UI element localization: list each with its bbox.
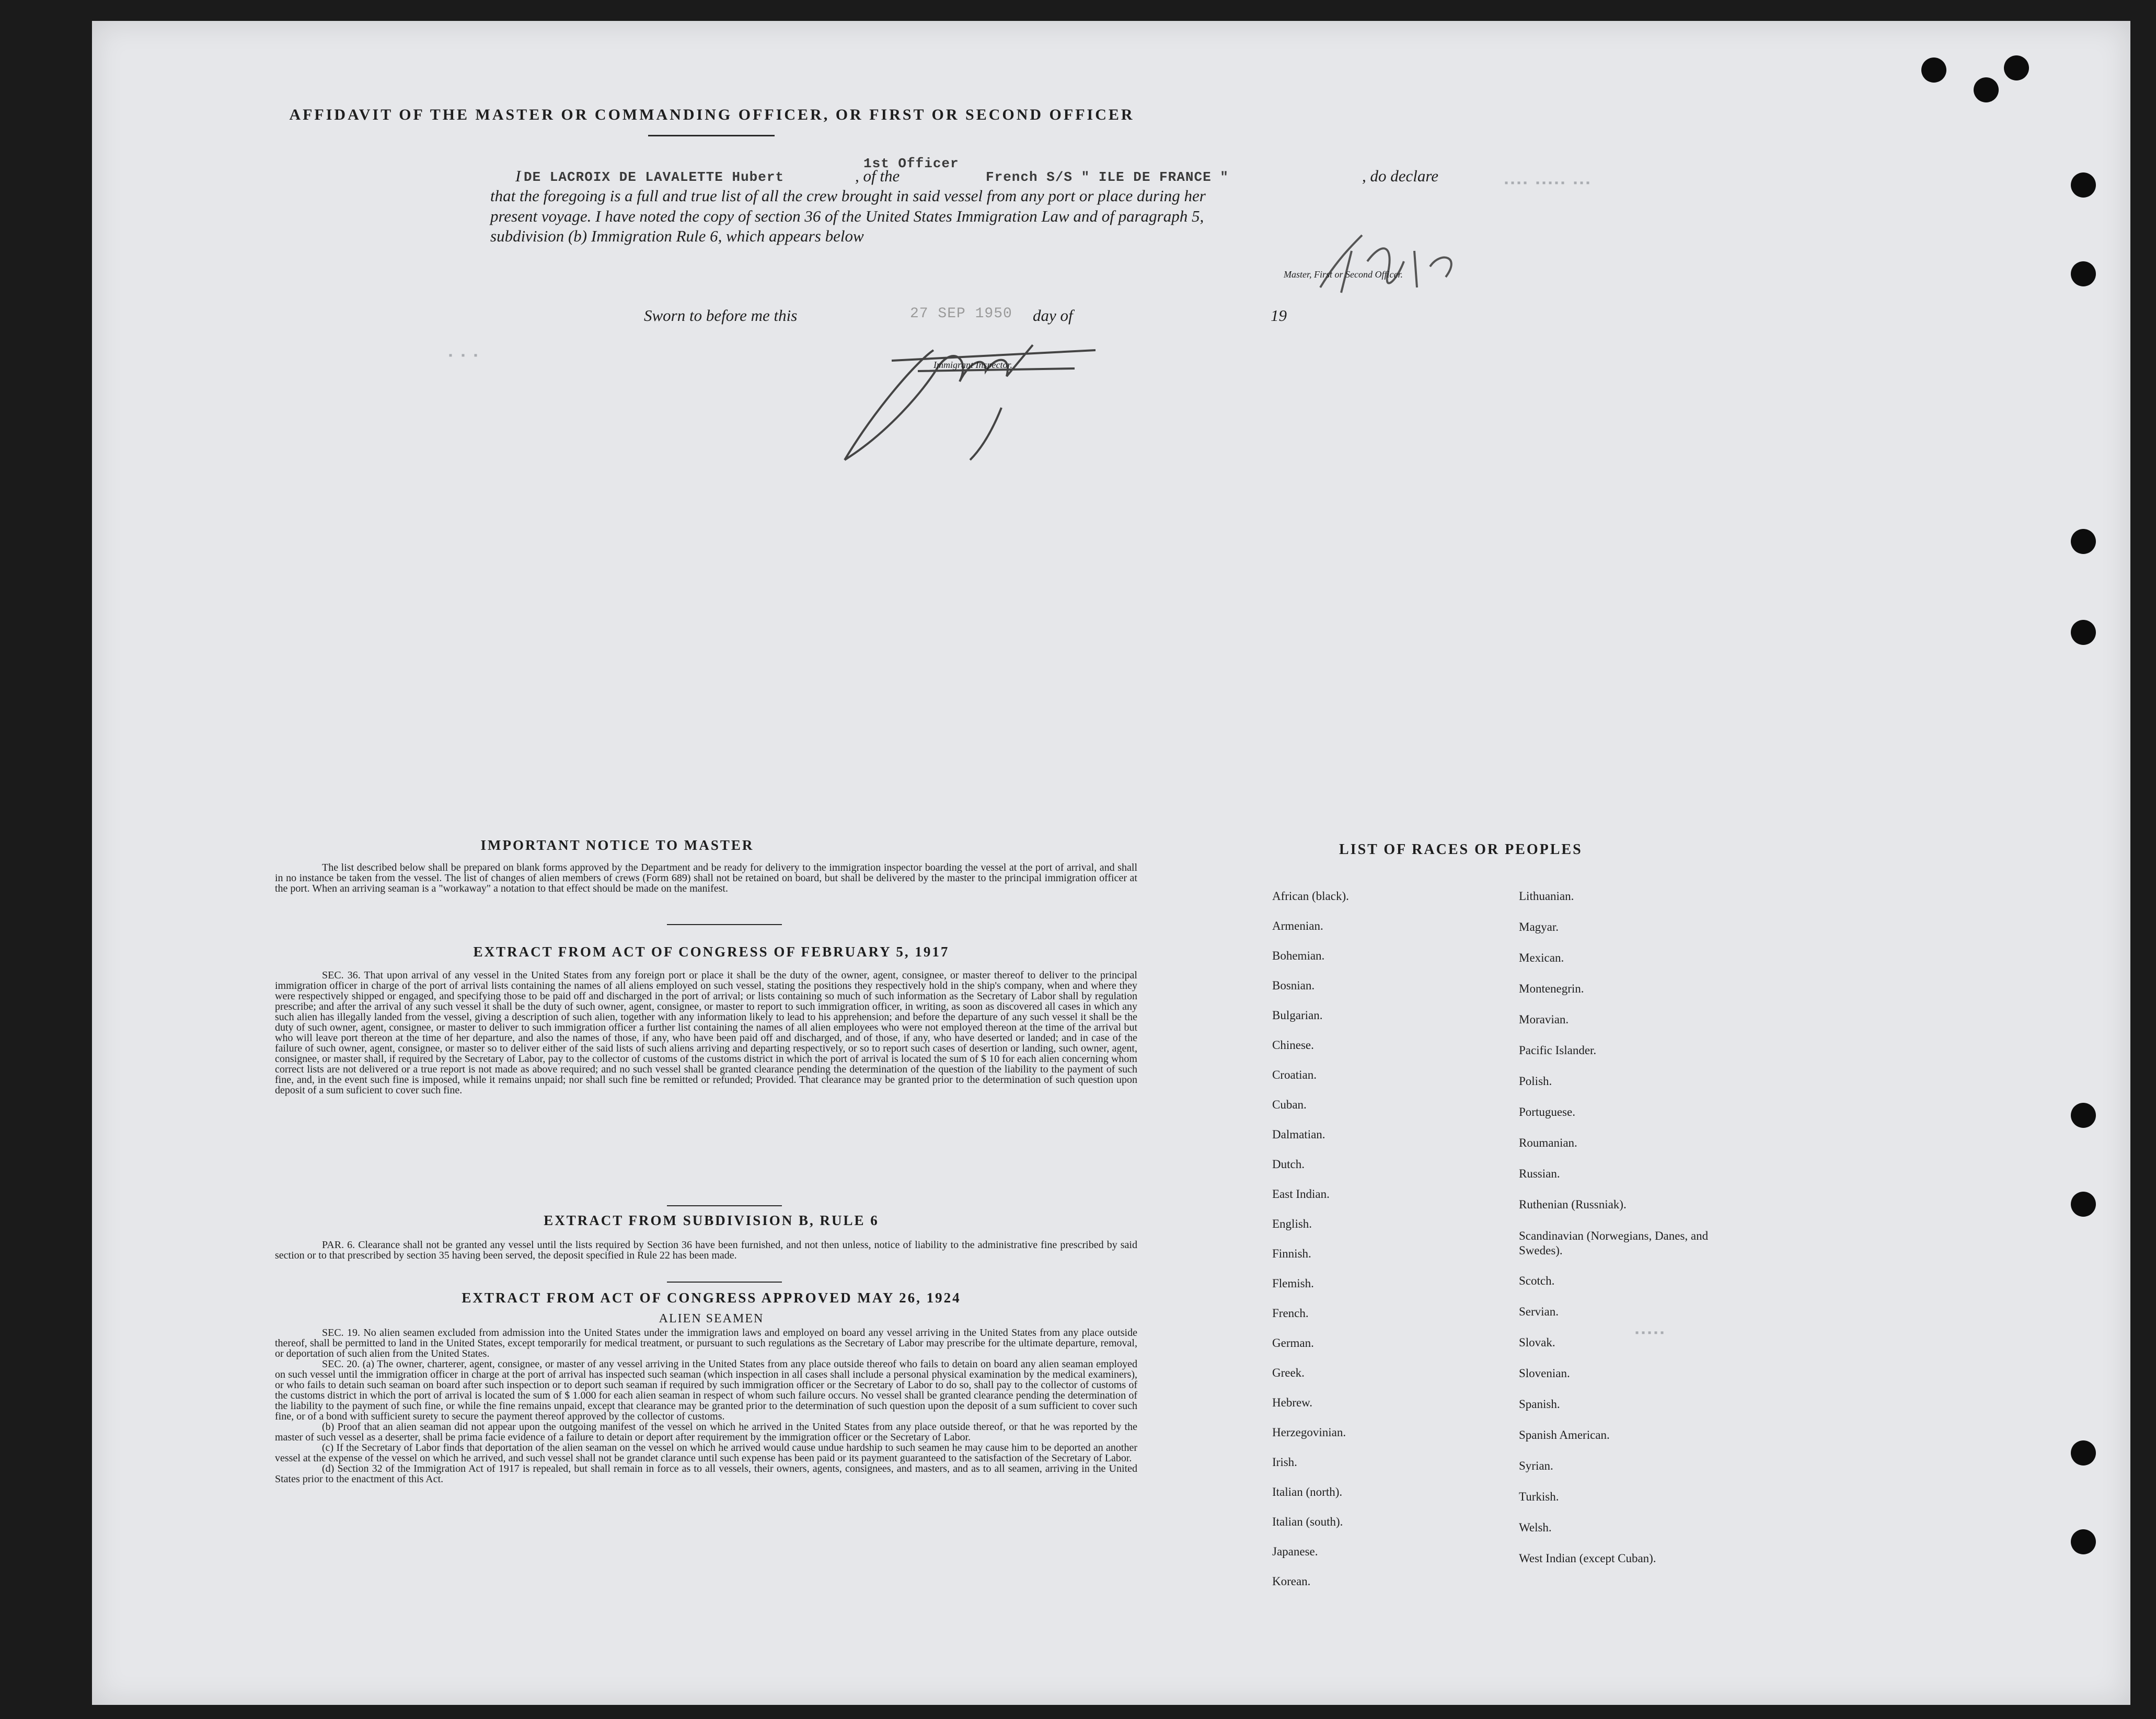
race-item: Korean.: [1272, 1575, 1311, 1588]
race-item: Scotch.: [1519, 1274, 1555, 1287]
title-rule: [648, 135, 775, 136]
race-item: African (black).: [1272, 890, 1349, 903]
race-item: Polish.: [1519, 1075, 1552, 1088]
race-item: Syrian.: [1519, 1459, 1553, 1472]
punch-hole: [2071, 620, 2096, 645]
race-item: Ruthenian (Russniak).: [1519, 1198, 1627, 1211]
race-item: Spanish.: [1519, 1398, 1560, 1411]
extract-1924-title: EXTRACT FROM ACT OF CONGRESS APPROVED MAY 26, 1924: [462, 1290, 961, 1306]
race-item: Japanese.: [1272, 1545, 1318, 1558]
race-item: Roumanian.: [1519, 1136, 1577, 1149]
race-item: Bosnian.: [1272, 979, 1315, 992]
section-20a-text: SEC. 20. (a) The owner, charterer, agent, consignee, or master of any vessel arriving in the United States from any place outside thereof who fails to detain on board any alien seaman employed on such vessel until the immigration officer in charge at the port of arrival has inspected such seaman (which inspection in all cases shall include a personal physical examination by the medical examiners), or who fails to detain such seaman on board after such inspection or to deport such seaman if required by such immigration officer or the Secretary of Labor to do so, shall pay to the collector of customs of the customs district in which the port of arrival is located the sum of $ 1.000 for each alien seaman in respect of whom such failure occurs. No vessel shall be granted clearance pending the determination of the liability to the payment of such fine, or while the fine remains unpaid, except that clearance may be granted prior to the determination of such question upon the deposit of a sum sufficient to cover such fine, or of a bond with sufficient surety to secure the payment thereof approved by the collector of customs.: [275, 1358, 1137, 1422]
paragraph-6-text: PAR. 6. Clearance shall not be granted any vessel until the lists required by Section 36 have been furnished, and not then unless, notice of liability to the administrative fine prescribed by said section or to that prescribed by section 35 having been served, the deposit specified in Rule 22 has been made.: [275, 1239, 1137, 1261]
bleed-through-mark: ▪ ▪ ▪: [447, 350, 479, 362]
races-title: LIST OF RACES OR PEOPLES: [1339, 841, 1583, 858]
race-item: Herzegovinian.: [1272, 1426, 1346, 1439]
sworn-label: Sworn to before me this: [644, 306, 798, 325]
officer-signature: [1305, 230, 1524, 298]
race-item: Greek.: [1272, 1366, 1305, 1379]
notice-text: The list described below shall be prepared on blank forms approved by the Department and be ready for delivery to the immigration inspector boarding the vessel at the port of arrival, and shall in no instance be taken from the vessel. The list of changes of alien members of crews (Form 689) shall not be retained on board, but shall be delivered by the master to the principal immigration officer at the port. When an arriving seaman is a "workaway" a notation to that effect should be made on the manifest.: [275, 862, 1137, 894]
punch-hole: [2071, 529, 2096, 554]
race-item: Slovenian.: [1519, 1367, 1570, 1380]
race-item: East Indian.: [1272, 1187, 1330, 1201]
signer-caption: Master, First or Second Officer.: [1284, 269, 1403, 280]
race-item: Slovak.: [1519, 1336, 1555, 1349]
bleed-through-mark: ▪▪▪▪ ▪▪▪▪▪ ▪▪▪: [1503, 178, 1592, 190]
punch-hole: [2071, 261, 2096, 286]
punch-hole: [2071, 1103, 2096, 1128]
extract-1924-block: [275, 1328, 1137, 1484]
affidavit-line-1: [515, 166, 521, 186]
do-declare-label: , do declare: [1362, 167, 1439, 185]
section-20b-text: (b) Proof that an alien seaman did not appear upon the outgoing manifest of the vessel on which he arrived in the United States from any place outside thereof, or that he was reported by the master of such vessel as a deserter, shall be prima facie evidence of a failure to detain or deport after requirement by the immigration officer or the Secretary of Labor.: [275, 1421, 1137, 1443]
race-item: Portuguese.: [1519, 1105, 1575, 1118]
affidavit-line-2: that the foregoing is a full and true list of all the crew brought in said vessel from any port or place during her: [490, 187, 1206, 205]
of-the-label: , of the: [855, 167, 900, 185]
race-item: Dalmatian.: [1272, 1128, 1325, 1141]
punch-hole: [2071, 1529, 2096, 1554]
race-item: Finnish.: [1272, 1247, 1311, 1260]
race-item: Irish.: [1272, 1456, 1297, 1469]
race-item: Italian (south).: [1272, 1515, 1343, 1528]
race-item: Dutch.: [1272, 1158, 1305, 1171]
race-item: Croatian.: [1272, 1068, 1317, 1081]
date-stamp: 27 SEP 1950: [910, 306, 1012, 322]
punch-hole: [2004, 55, 2029, 80]
race-item: Hebrew.: [1272, 1396, 1313, 1409]
race-item: Flemish.: [1272, 1277, 1314, 1290]
race-item: Scandinavian (Norwegians, Danes, and Swedes).: [1519, 1229, 1709, 1257]
notice-block: [275, 862, 1137, 894]
punch-hole: [1974, 77, 1999, 102]
document-page: [92, 21, 2130, 1705]
section-rule: [667, 1282, 782, 1283]
affidavit-line-4: subdivision (b) Immigration Rule 6, which appears below: [490, 227, 864, 245]
section-20c-text: (c) If the Secretary of Labor finds that deportation of the alien seaman on the vessel on which he arrived would cause undue hardship to such seamen he may cause him to be deported an another vessel at the expense of the vessel on which he arrived, and such vessel shall not be grandet clarance until such expense has been paid or its payment guaranteed to the satisfaction of the Secretary of Labor.: [275, 1442, 1137, 1464]
rule-6-block: [275, 1240, 1137, 1261]
punch-hole: [2071, 172, 2096, 198]
race-item: Pacific Islander.: [1519, 1044, 1597, 1057]
race-item: Moravian.: [1519, 1013, 1569, 1026]
race-item: Turkish.: [1519, 1490, 1559, 1503]
race-item: French.: [1272, 1307, 1309, 1320]
race-item: English.: [1272, 1217, 1312, 1230]
punch-hole: [2071, 1192, 2096, 1217]
race-item: Montenegrin.: [1519, 982, 1584, 995]
race-item: Welsh.: [1519, 1521, 1552, 1534]
punch-hole: [2071, 1440, 2096, 1466]
race-item: Italian (north).: [1272, 1485, 1343, 1498]
extract-1917-title: EXTRACT FROM ACT OF CONGRESS OF FEBRUARY 5, 1917: [473, 944, 950, 960]
day-of-label: day of: [1033, 306, 1073, 325]
race-item: West Indian (except Cuban).: [1519, 1552, 1656, 1565]
vessel-name: French S/S " ILE DE FRANCE ": [986, 169, 1229, 185]
affidavit-title: AFFIDAVIT OF THE MASTER OR COMMANDING OFFICER, OR FIRST OR SECOND OFFICER: [289, 106, 1135, 123]
race-item: Chinese.: [1272, 1039, 1314, 1052]
year-label: 19: [1271, 306, 1287, 325]
race-item: German.: [1272, 1336, 1314, 1349]
race-item: Armenian.: [1272, 919, 1323, 932]
notice-title: IMPORTANT NOTICE TO MASTER: [480, 837, 754, 853]
inspector-caption: Immigrant Inspector.: [933, 360, 1012, 370]
extract-1917-block: [275, 970, 1137, 1095]
race-item: Lithuanian.: [1519, 890, 1574, 903]
section-19-text: SEC. 19. No alien seamen excluded from admission into the United States under the immigration laws and employed on board any vessel arriving in the United States from any place outside thereof, shall be permitted to land in the United States, except temporarily for medical treatment, or pursuant to such regulations as the Secretary of Labor may prescribe for the ultimate departure, removal, or deportation of such alien from the United States.: [275, 1327, 1137, 1359]
race-item: Russian.: [1519, 1167, 1560, 1180]
punch-hole: [1921, 57, 1946, 83]
race-item: Mexican.: [1519, 951, 1564, 964]
race-item: Bohemian.: [1272, 949, 1325, 962]
section-rule: [667, 924, 782, 925]
race-item: Servian.: [1519, 1305, 1559, 1318]
race-item: Spanish American.: [1519, 1428, 1610, 1441]
affidavit-line-3: present voyage. I have noted the copy of section 36 of the United States Immigration Law and of paragraph 5,: [490, 207, 1204, 225]
section-rule: [667, 1205, 782, 1206]
line1-prefix: I: [515, 167, 521, 185]
rule-6-title: EXTRACT FROM SUBDIVISION B, RULE 6: [544, 1213, 879, 1228]
race-item: Bulgarian.: [1272, 1009, 1323, 1022]
race-item: Magyar.: [1519, 920, 1559, 933]
officer-rank: 1st Officer: [863, 156, 959, 171]
section-20d-text: (d) Section 32 of the Immigration Act of 1917 is repealed, but shall remain in force as to all vessels, their owners, agents, consignees, and masters, and as to all seamen, arriving in the United States prior to the enactment of this Act.: [275, 1463, 1137, 1485]
race-item: Cuban.: [1272, 1098, 1307, 1111]
officer-name: DE LACROIX DE LAVALETTE Hubert: [524, 169, 785, 185]
section-36-text: SEC. 36. That upon arrival of any vessel in the United States from any foreign port or place it shall be the duty of the owner, agent, consignee, or master thereof to deliver to the principal immigration officer in charge of the port of arrival lists containing the names of all aliens employed on such vessel, stating the positions they respectively hold in the ship's company, when and where they were respectively shipped or engaged, and specifying those to be paid off and discharged in the port of arrival; or lists containing so much of such information as the Secretary of Labor shall by regulation prescribe; and after the arrival of any such vessel it shall be the duty of such owner, agent, consignee, or master to report to such immigration officer, in writing, as soon as discovered all cases in which any such alien has illegally landed from the vessel, giving a description of such alien, together with any information likely to lead to his apprehension; and before the departure of any such vessel it shall be the duty of such owner, agent, consignee, or master to deliver to such immigration officer a further list containing the names of all alien employees who were not employed thereon at the time of the arrival but who will leave port thereon at the time of her departure, and also the names of those, if any, who have been paid off and discharged, and of those, if any, who have deserted or landed; and in case of the failure of such owner, agent, consignee, or master so to deliver either of the said lists of such aliens arriving and departing respectively, or so to report such cases of desertion or landing, such owner, agent, consignee, or master shall, if required by the Secretary of Labor, pay to the collector of customs of the customs district in which the port of arrival is located the sum of $ 10 for each alien concerning whom correct lists are not delivered or a true report is not made as above required; and no such vessel shall be granted clearance pending the determination of the question of the liability to the payment of such fine, and, in the event such fine is imposed, while it remains unpaid; nor shall such fine be remitted or refunded; Provided. That clearance may be granted prior to the determination of such question upon deposit of a sum suficient to cover such fine.: [275, 970, 1137, 1096]
bleed-through-mark: ▪▪▪▪▪: [1634, 1328, 1666, 1340]
alien-seamen-subtitle: ALIEN SEAMEN: [659, 1312, 764, 1325]
inspector-signature: [813, 329, 1106, 470]
